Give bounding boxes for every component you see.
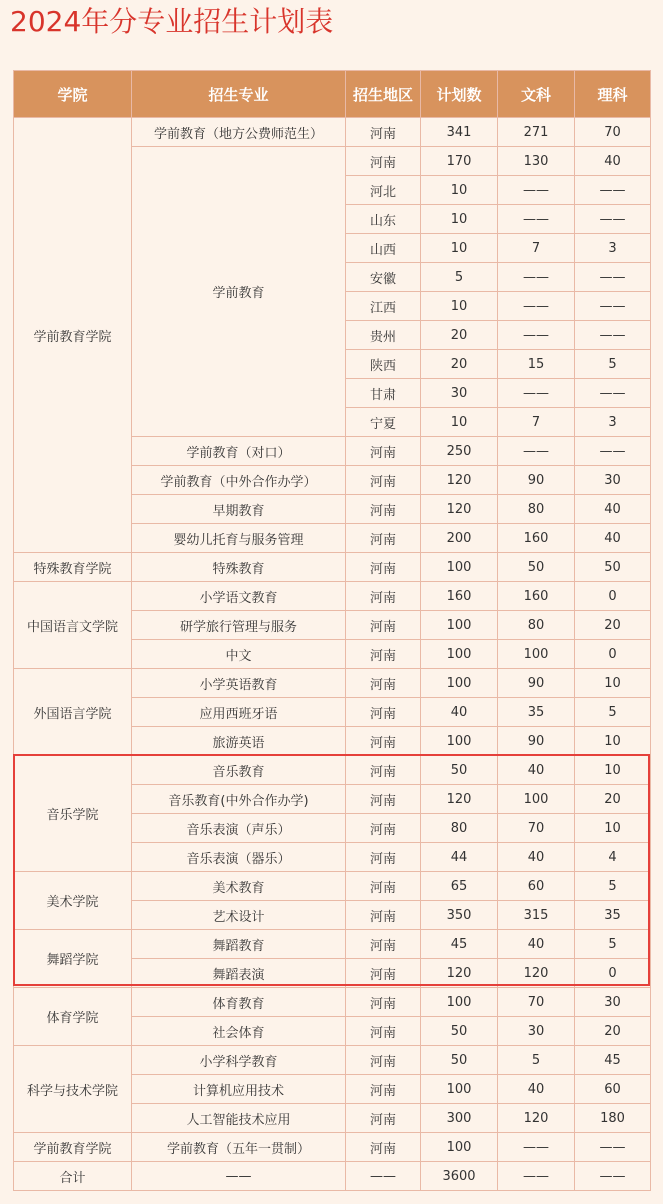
- college-cell: 体育学院: [14, 988, 132, 1046]
- major-cell: 学前教育: [132, 147, 346, 437]
- region-cell: 河南: [346, 437, 421, 466]
- arts-count-cell: 50: [498, 553, 575, 582]
- arts-count-cell: 80: [498, 611, 575, 640]
- table-row: [14, 930, 651, 959]
- major-cell: 人工智能技术应用: [132, 1104, 346, 1133]
- science-count-cell: 5: [575, 872, 651, 901]
- science-count-cell: ——: [575, 205, 651, 234]
- science-count-cell: ——: [575, 263, 651, 292]
- plan-count-cell: 30: [421, 379, 498, 408]
- arts-count-cell: ——: [498, 263, 575, 292]
- science-count-cell: ——: [575, 292, 651, 321]
- major-cell: 艺术设计: [132, 901, 346, 930]
- plan-count-cell: 5: [421, 263, 498, 292]
- science-count-cell: 180: [575, 1104, 651, 1133]
- major-cell: 音乐表演（声乐）: [132, 814, 346, 843]
- arts-count-cell: 130: [498, 147, 575, 176]
- arts-count-cell: ——: [498, 292, 575, 321]
- arts-count-cell: ——: [498, 176, 575, 205]
- arts-count-cell: ——: [498, 437, 575, 466]
- region-cell: 宁夏: [346, 408, 421, 437]
- science-count-cell: 50: [575, 553, 651, 582]
- science-count-cell: 30: [575, 988, 651, 1017]
- science-count-cell: 3: [575, 234, 651, 263]
- college-cell: 中国语言文学院: [14, 582, 132, 669]
- science-count-cell: 45: [575, 1046, 651, 1075]
- major-cell: ——: [132, 1162, 346, 1191]
- region-cell: 江西: [346, 292, 421, 321]
- arts-count-cell: ——: [498, 205, 575, 234]
- plan-count-cell: 10: [421, 234, 498, 263]
- science-count-cell: ——: [575, 176, 651, 205]
- major-cell: 小学科学教育: [132, 1046, 346, 1075]
- plan-count-cell: 10: [421, 205, 498, 234]
- column-header-science: 理科: [575, 71, 651, 118]
- arts-count-cell: 100: [498, 785, 575, 814]
- arts-count-cell: 80: [498, 495, 575, 524]
- region-cell: 河南: [346, 147, 421, 176]
- science-count-cell: 35: [575, 901, 651, 930]
- table-row: [14, 118, 651, 147]
- major-cell: 婴幼儿托育与服务管理: [132, 524, 346, 553]
- region-cell: 河南: [346, 582, 421, 611]
- major-cell: 美术教育: [132, 872, 346, 901]
- table-row: [14, 1162, 651, 1191]
- table-row: [14, 669, 651, 698]
- science-count-cell: 40: [575, 495, 651, 524]
- enrollment-plan-table: [13, 70, 651, 1191]
- table-row: [14, 988, 651, 1017]
- major-cell: 中文: [132, 640, 346, 669]
- plan-count-cell: 120: [421, 466, 498, 495]
- arts-count-cell: 315: [498, 901, 575, 930]
- major-cell: 特殊教育: [132, 553, 346, 582]
- plan-count-cell: 160: [421, 582, 498, 611]
- plan-count-cell: 10: [421, 176, 498, 205]
- region-cell: 山东: [346, 205, 421, 234]
- college-cell: 特殊教育学院: [14, 553, 132, 582]
- plan-count-cell: 44: [421, 843, 498, 872]
- science-count-cell: 4: [575, 843, 651, 872]
- science-count-cell: 40: [575, 147, 651, 176]
- science-count-cell: 20: [575, 1017, 651, 1046]
- region-cell: 河南: [346, 669, 421, 698]
- college-cell: 美术学院: [14, 872, 132, 930]
- region-cell: 河南: [346, 785, 421, 814]
- region-cell: 甘肃: [346, 379, 421, 408]
- arts-count-cell: 90: [498, 466, 575, 495]
- plan-count-cell: 100: [421, 1133, 498, 1162]
- column-header-major: 招生专业: [132, 71, 346, 118]
- region-cell: 河南: [346, 901, 421, 930]
- plan-count-cell: 120: [421, 959, 498, 988]
- college-cell: 科学与技术学院: [14, 1046, 132, 1133]
- major-cell: 舞蹈表演: [132, 959, 346, 988]
- plan-count-cell: 100: [421, 727, 498, 756]
- column-header-arts: 文科: [498, 71, 575, 118]
- region-cell: 河南: [346, 611, 421, 640]
- table-row: [14, 1133, 651, 1162]
- science-count-cell: ——: [575, 1133, 651, 1162]
- arts-count-cell: 120: [498, 959, 575, 988]
- science-count-cell: ——: [575, 321, 651, 350]
- column-header-region: 招生地区: [346, 71, 421, 118]
- arts-count-cell: 100: [498, 640, 575, 669]
- region-cell: 河南: [346, 843, 421, 872]
- science-count-cell: 0: [575, 959, 651, 988]
- science-count-cell: 0: [575, 582, 651, 611]
- region-cell: 河南: [346, 756, 421, 785]
- plan-count-cell: 100: [421, 553, 498, 582]
- plan-count-cell: 120: [421, 785, 498, 814]
- major-cell: 学前教育（地方公费师范生）: [132, 118, 346, 147]
- region-cell: 河南: [346, 1133, 421, 1162]
- science-count-cell: 5: [575, 698, 651, 727]
- region-cell: 安徽: [346, 263, 421, 292]
- science-count-cell: 10: [575, 727, 651, 756]
- region-cell: 河南: [346, 1104, 421, 1133]
- major-cell: 早期教育: [132, 495, 346, 524]
- plan-count-cell: 80: [421, 814, 498, 843]
- region-cell: 河南: [346, 872, 421, 901]
- arts-count-cell: 120: [498, 1104, 575, 1133]
- region-cell: 河南: [346, 930, 421, 959]
- college-cell: 舞蹈学院: [14, 930, 132, 988]
- region-cell: 贵州: [346, 321, 421, 350]
- plan-count-cell: 100: [421, 988, 498, 1017]
- region-cell: 河南: [346, 640, 421, 669]
- science-count-cell: 60: [575, 1075, 651, 1104]
- arts-count-cell: 90: [498, 669, 575, 698]
- arts-count-cell: 15: [498, 350, 575, 379]
- major-cell: 体育教育: [132, 988, 346, 1017]
- college-cell: 外国语言学院: [14, 669, 132, 756]
- major-cell: 舞蹈教育: [132, 930, 346, 959]
- table-row: [14, 872, 651, 901]
- science-count-cell: 20: [575, 785, 651, 814]
- table-row: [14, 1046, 651, 1075]
- arts-count-cell: ——: [498, 1162, 575, 1191]
- column-header-plan-count: 计划数: [421, 71, 498, 118]
- arts-count-cell: 70: [498, 988, 575, 1017]
- college-cell: 学前教育学院: [14, 118, 132, 553]
- region-cell: 河南: [346, 553, 421, 582]
- arts-count-cell: ——: [498, 321, 575, 350]
- table-row: [14, 582, 651, 611]
- plan-count-cell: 65: [421, 872, 498, 901]
- region-cell: 河南: [346, 1017, 421, 1046]
- region-cell: 河南: [346, 118, 421, 147]
- table-header-row: [14, 71, 651, 118]
- major-cell: 应用西班牙语: [132, 698, 346, 727]
- plan-count-cell: 200: [421, 524, 498, 553]
- science-count-cell: 5: [575, 350, 651, 379]
- arts-count-cell: 70: [498, 814, 575, 843]
- region-cell: 河南: [346, 1075, 421, 1104]
- region-cell: 陕西: [346, 350, 421, 379]
- plan-count-cell: 341: [421, 118, 498, 147]
- science-count-cell: ——: [575, 437, 651, 466]
- arts-count-cell: 40: [498, 756, 575, 785]
- region-cell: 河南: [346, 466, 421, 495]
- plan-count-cell: 50: [421, 756, 498, 785]
- arts-count-cell: 90: [498, 727, 575, 756]
- plan-count-cell: 300: [421, 1104, 498, 1133]
- arts-count-cell: 160: [498, 582, 575, 611]
- arts-count-cell: ——: [498, 379, 575, 408]
- college-cell: 音乐学院: [14, 756, 132, 872]
- region-cell: 山西: [346, 234, 421, 263]
- major-cell: 社会体育: [132, 1017, 346, 1046]
- plan-count-cell: 350: [421, 901, 498, 930]
- plan-count-cell: 250: [421, 437, 498, 466]
- arts-count-cell: 60: [498, 872, 575, 901]
- major-cell: 研学旅行管理与服务: [132, 611, 346, 640]
- plan-count-cell: 120: [421, 495, 498, 524]
- plan-count-cell: 20: [421, 321, 498, 350]
- region-cell: 河南: [346, 495, 421, 524]
- region-cell: 河南: [346, 698, 421, 727]
- arts-count-cell: 7: [498, 408, 575, 437]
- column-header-college: 学院: [14, 71, 132, 118]
- region-cell: 河南: [346, 988, 421, 1017]
- arts-count-cell: 30: [498, 1017, 575, 1046]
- region-cell: 河北: [346, 176, 421, 205]
- table-row: [14, 553, 651, 582]
- arts-count-cell: 160: [498, 524, 575, 553]
- region-cell: 河南: [346, 1046, 421, 1075]
- science-count-cell: 0: [575, 640, 651, 669]
- science-count-cell: 70: [575, 118, 651, 147]
- science-count-cell: ——: [575, 1162, 651, 1191]
- major-cell: 小学英语教育: [132, 669, 346, 698]
- arts-count-cell: 40: [498, 930, 575, 959]
- arts-count-cell: 35: [498, 698, 575, 727]
- plan-count-cell: 170: [421, 147, 498, 176]
- plan-count-cell: 10: [421, 292, 498, 321]
- table-body: [14, 118, 651, 1191]
- plan-count-cell: 3600: [421, 1162, 498, 1191]
- page-title: 2024年分专业招生计划表: [10, 5, 334, 38]
- region-cell: 河南: [346, 959, 421, 988]
- arts-count-cell: 5: [498, 1046, 575, 1075]
- major-cell: 学前教育（对口）: [132, 437, 346, 466]
- arts-count-cell: 7: [498, 234, 575, 263]
- plan-count-cell: 45: [421, 930, 498, 959]
- major-cell: 计算机应用技术: [132, 1075, 346, 1104]
- major-cell: 音乐教育: [132, 756, 346, 785]
- region-cell: 河南: [346, 727, 421, 756]
- science-count-cell: 3: [575, 408, 651, 437]
- plan-count-cell: 40: [421, 698, 498, 727]
- plan-count-cell: 100: [421, 640, 498, 669]
- major-cell: 旅游英语: [132, 727, 346, 756]
- science-count-cell: 5: [575, 930, 651, 959]
- science-count-cell: 10: [575, 669, 651, 698]
- region-cell: ——: [346, 1162, 421, 1191]
- plan-count-cell: 100: [421, 611, 498, 640]
- arts-count-cell: 40: [498, 1075, 575, 1104]
- arts-count-cell: 271: [498, 118, 575, 147]
- table-row: [14, 756, 651, 785]
- science-count-cell: 10: [575, 814, 651, 843]
- major-cell: 学前教育（中外合作办学）: [132, 466, 346, 495]
- plan-count-cell: 10: [421, 408, 498, 437]
- major-cell: 音乐表演（器乐）: [132, 843, 346, 872]
- plan-count-cell: 20: [421, 350, 498, 379]
- major-cell: 音乐教育(中外合作办学): [132, 785, 346, 814]
- region-cell: 河南: [346, 814, 421, 843]
- arts-count-cell: ——: [498, 1133, 575, 1162]
- plan-count-cell: 50: [421, 1046, 498, 1075]
- science-count-cell: 20: [575, 611, 651, 640]
- plan-count-cell: 100: [421, 1075, 498, 1104]
- plan-count-cell: 100: [421, 669, 498, 698]
- college-cell: 学前教育学院: [14, 1133, 132, 1162]
- arts-count-cell: 40: [498, 843, 575, 872]
- major-cell: 学前教育（五年一贯制）: [132, 1133, 346, 1162]
- region-cell: 河南: [346, 524, 421, 553]
- plan-count-cell: 50: [421, 1017, 498, 1046]
- science-count-cell: 10: [575, 756, 651, 785]
- science-count-cell: ——: [575, 379, 651, 408]
- college-cell: 合计: [14, 1162, 132, 1191]
- major-cell: 小学语文教育: [132, 582, 346, 611]
- science-count-cell: 30: [575, 466, 651, 495]
- science-count-cell: 40: [575, 524, 651, 553]
